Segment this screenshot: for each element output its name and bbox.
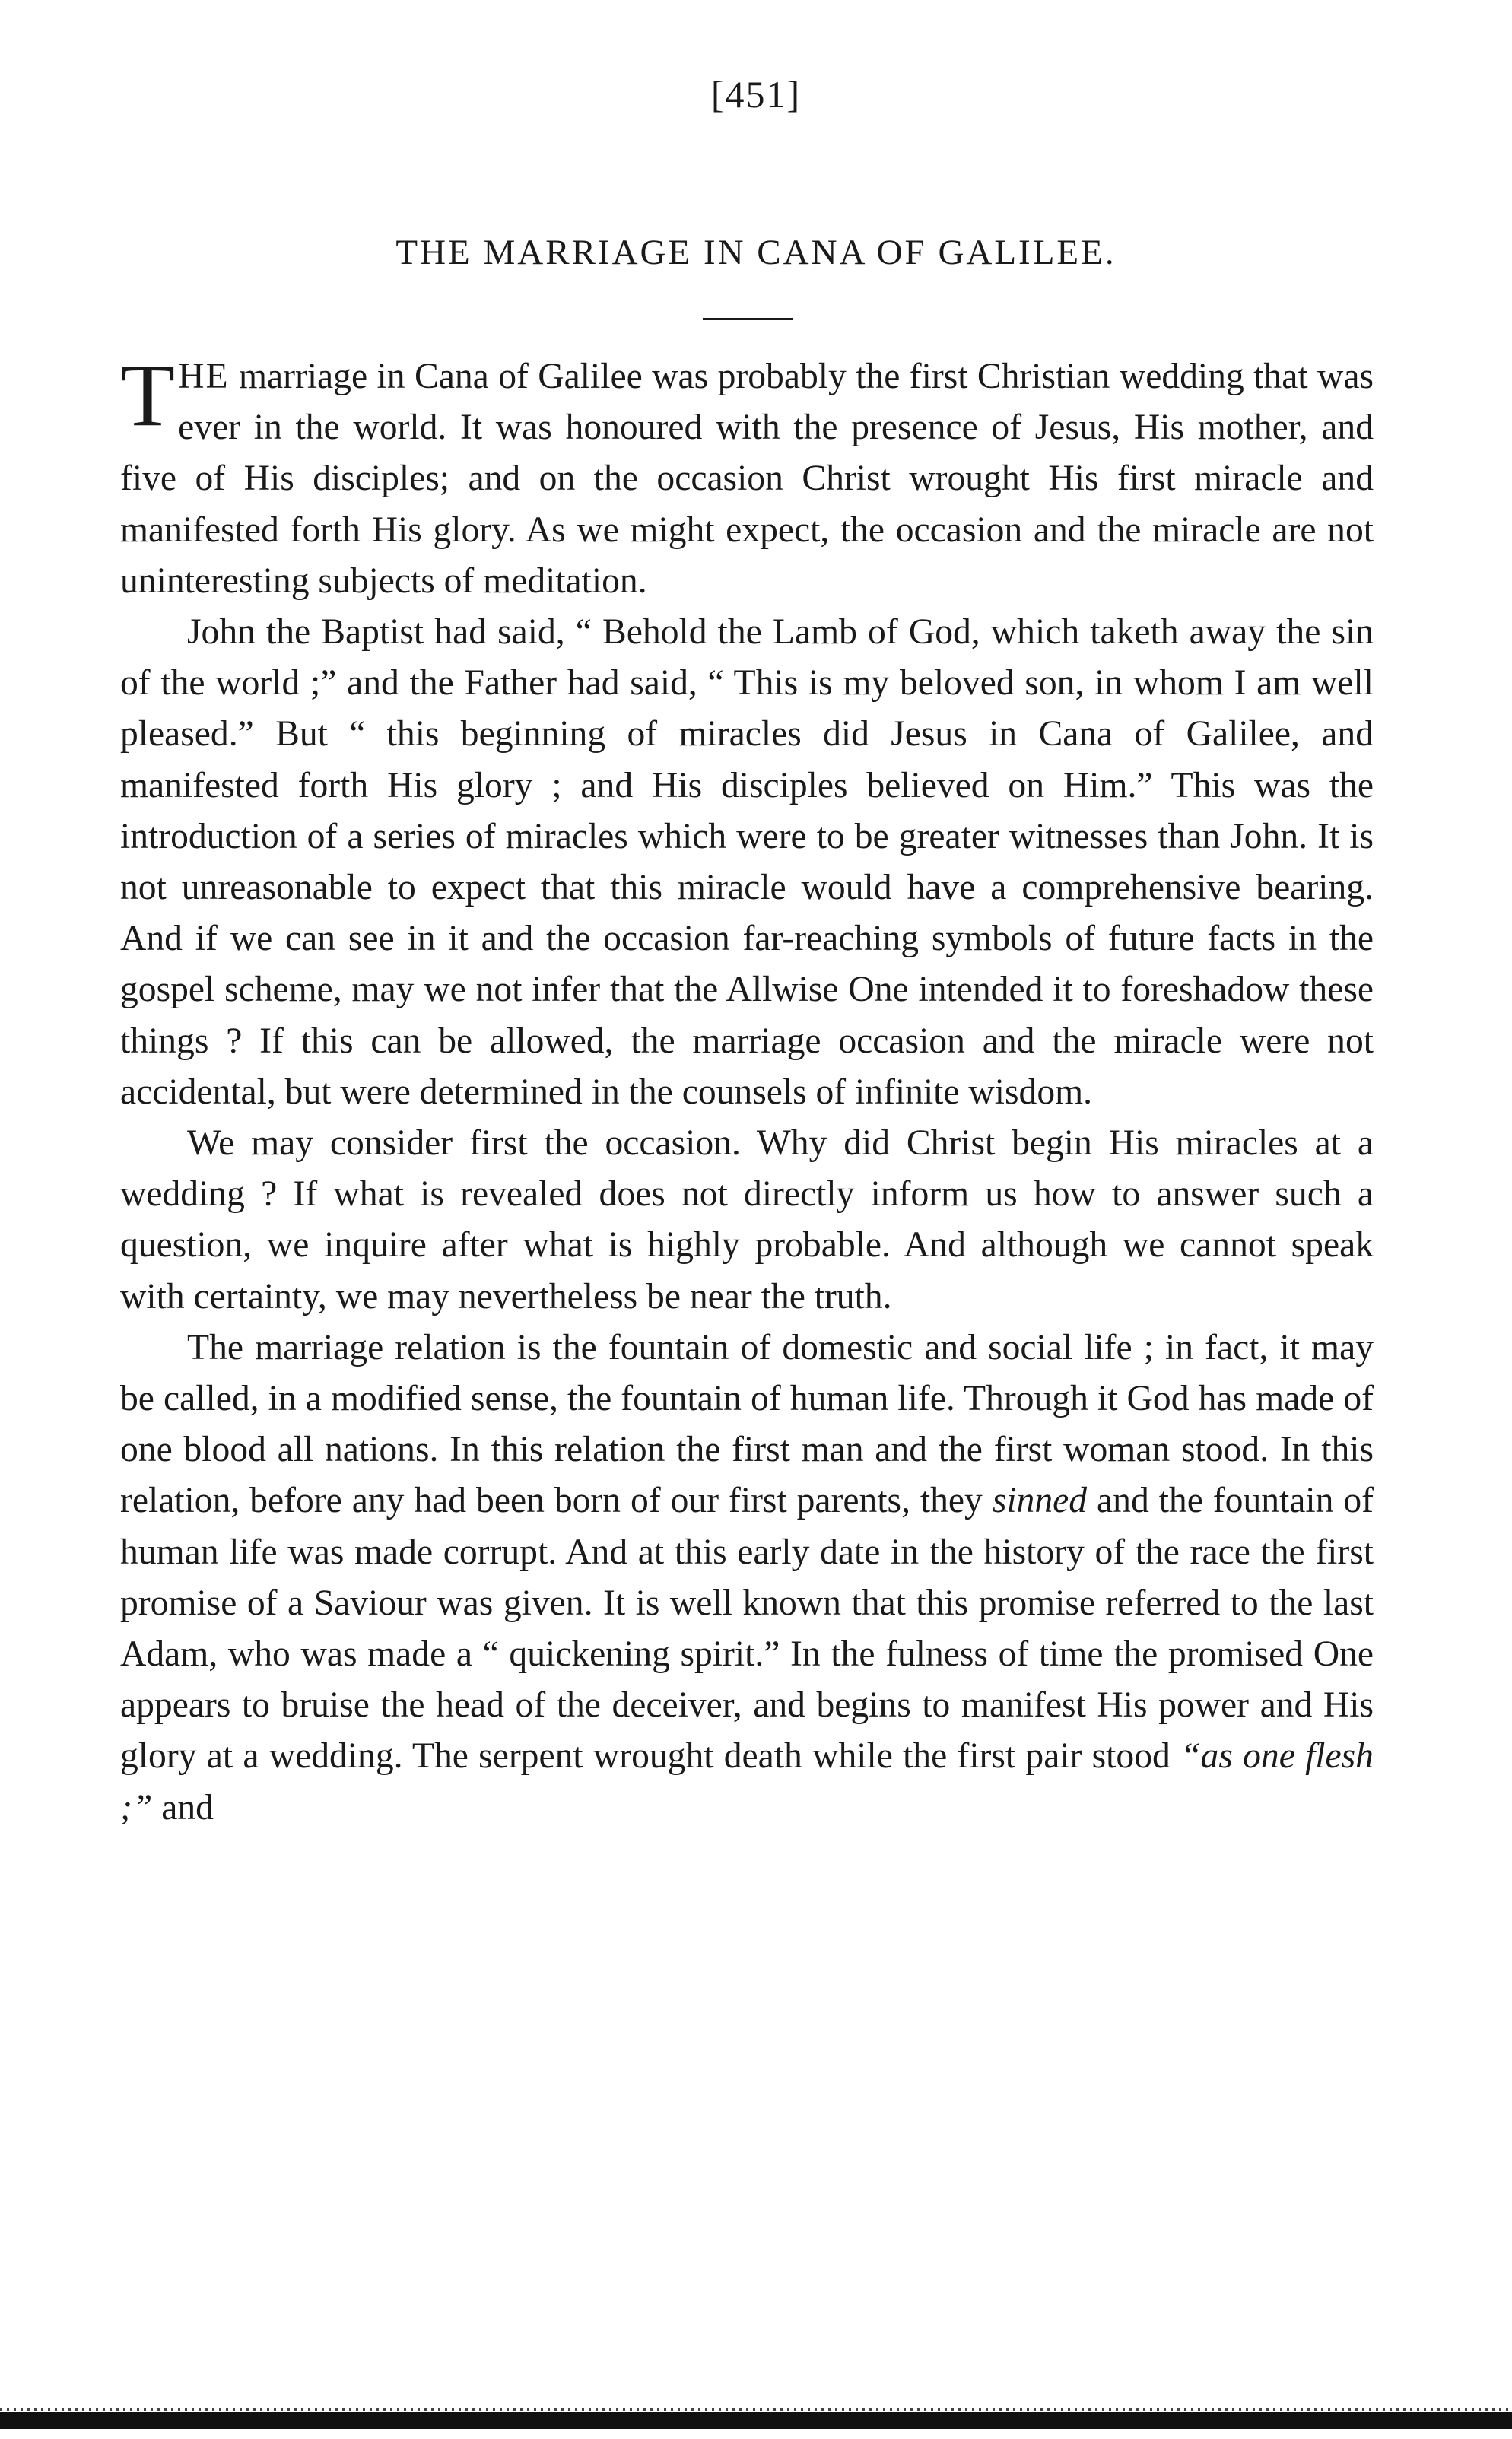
paragraph-4-text-c: and [152,1787,214,1828]
page-number: [451] [710,73,802,116]
title-divider [703,318,793,320]
chapter-title: THE MARRIAGE IN CANA OF GALILEE. [395,233,1117,272]
body-text [120,345,1374,1834]
paragraph-1 [120,345,1374,607]
paragraph-3: We may consider first the occasion. Why did Christ begin His miracles at a wedding ? If what is revealed does not directly inform us how to answer such a question, we inquire after what is highly probable. And although we cannot speak with certainty, we may nevertheless be near the truth. [120,1123,1374,1316]
paragraph-1-text: marriage in Cana of Galilee was probably the first Christian wedding that was ever in the world. It was honoured with the presence of Jesus, His mother, and five of His disciples; and on the occasion Christ wrought His first miracle and manifested forth His glory. As we might expect, the occasion and the miracle are not uninteresting subjects of meditation. [120,357,1374,601]
paragraph-2: John the Baptist had said, “ Behold the Lamb of God, which taketh away the sin of the world ;” and the Father had said, “ This is my beloved son, in whom I am well pleased.” But “ this beginning of miracles did Jesus in Cana of Galilee, and manifested forth His glory ; and His disciples believed on Him.” This was the introduction of a series of miracles which were to be greater witnesses than John. It is not unreasonable to expect that this miracle would have a comprehensive bearing. And if we can see in it and the occasion far-reaching symbols of future facts in the gospel scheme, may we not infer that the Allwise One intended it to foreshadow these things ? If this can be allowed, the marriage occasion and the miracle were not accidental, but were determined in the counsels of infinite wisdom. [120,612,1374,1112]
paragraph-4 [120,1323,1374,1834]
paragraph-4-text-b: and the fountain of human life was made corrupt. And at this early date in the history of the race the first promise of a Saviour was given. It is well known that this promise referred to the last Adam, who was made a “ quickening spirit.” In the fulness of time the promised One appears to bruise the head of the deceiver, and begins to manifest His power and His glory at a wedding. The serpent wrought death while the first pair stood [120,1481,1374,1777]
italic-sinned: sinned [992,1481,1088,1521]
paragraph-4-text-a: The marriage relation is the fountain of domestic and social life ; in fact, it may be called, in a modified sense, the fountain of human life. Through it God has made of one blood all nations. In this relation the first man and the first woman stood. In this relation, before any had been born of our first parents, they [120,1327,1374,1521]
drop-cap: T [120,345,176,445]
italic-one-flesh: “as one flesh ;” [120,1736,1374,1828]
small-caps-lead: HE [178,357,230,396]
scan-edge-bar [0,2412,1512,2429]
